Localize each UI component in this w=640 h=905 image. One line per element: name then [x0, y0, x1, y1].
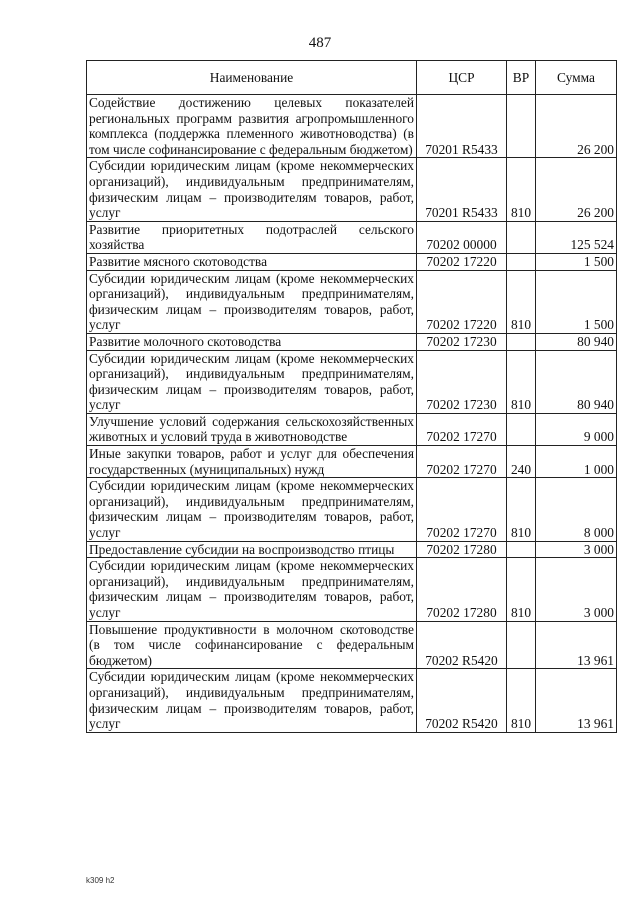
table-body [87, 95, 617, 733]
cell-vr [507, 333, 536, 350]
cell-vr [507, 541, 536, 558]
cell-sum: 1 000 [536, 446, 617, 478]
cell-sum: 26 200 [536, 158, 617, 221]
table-row [87, 478, 617, 541]
cell-name: Субсидии юридическим лицам (кроме некоммерческих организаций), индивидуальным предпринимателям, физическим лицам – производителям товаров, работ, услуг [87, 558, 417, 621]
footer-code: k309 h2 [86, 876, 115, 885]
cell-vr: 810 [507, 669, 536, 732]
cell-sum: 125 524 [536, 221, 617, 253]
cell-sum: 3 000 [536, 541, 617, 558]
cell-sum: 80 940 [536, 333, 617, 350]
cell-vr: 810 [507, 158, 536, 221]
cell-name: Предоставление субсидии на воспроизводство птицы [87, 541, 417, 558]
header-csr: ЦСР [417, 61, 507, 95]
cell-sum: 1 500 [536, 253, 617, 270]
cell-name: Субсидии юридическим лицам (кроме некоммерческих организаций), индивидуальным предпринимателям, физическим лицам – производителям товаров, работ, услуг [87, 669, 417, 732]
cell-csr: 70202 00000 [417, 221, 507, 253]
cell-csr: 70202 17220 [417, 270, 507, 333]
cell-sum: 26 200 [536, 95, 617, 158]
table-row [87, 253, 617, 270]
cell-vr: 810 [507, 270, 536, 333]
cell-csr: 70202 17280 [417, 558, 507, 621]
cell-sum: 9 000 [536, 413, 617, 445]
cell-name: Субсидии юридическим лицам (кроме некоммерческих организаций), индивидуальным предпринимателям, физическим лицам – производителям товаров, работ, услуг [87, 350, 417, 413]
cell-sum: 8 000 [536, 478, 617, 541]
cell-vr: 810 [507, 478, 536, 541]
cell-csr: 70202 17270 [417, 478, 507, 541]
cell-name: Повышение продуктивности в молочном скотоводстве (в том числе софинансирование с федеральным бюджетом) [87, 621, 417, 669]
cell-csr: 70202 R5420 [417, 621, 507, 669]
table-row [87, 621, 617, 669]
cell-vr [507, 253, 536, 270]
cell-sum: 1 500 [536, 270, 617, 333]
cell-sum: 13 961 [536, 669, 617, 732]
cell-csr: 70201 R5433 [417, 95, 507, 158]
table-row [87, 158, 617, 221]
cell-name: Улучшение условий содержания сельскохозяйственных животных и условий труда в животноводстве [87, 413, 417, 445]
cell-name: Иные закупки товаров, работ и услуг для обеспечения государственных (муниципальных) нужд [87, 446, 417, 478]
cell-name: Субсидии юридическим лицам (кроме некоммерческих организаций), индивидуальным предпринимателям, физическим лицам – производителям товаров, работ, услуг [87, 478, 417, 541]
cell-vr [507, 621, 536, 669]
cell-csr: 70202 17220 [417, 253, 507, 270]
cell-name: Содействие достижению целевых показателей региональных программ развития агропромышленного комплекса (поддержка племенного животноводства) (в том числе софинансирование с федеральным бюджетом) [87, 95, 417, 158]
cell-name: Субсидии юридическим лицам (кроме некоммерческих организаций), индивидуальным предпринимателям, физическим лицам – производителям товаров, работ, услуг [87, 158, 417, 221]
cell-csr: 70202 R5420 [417, 669, 507, 732]
cell-csr: 70202 17270 [417, 413, 507, 445]
cell-vr: 240 [507, 446, 536, 478]
table-row [87, 270, 617, 333]
cell-name: Субсидии юридическим лицам (кроме некоммерческих организаций), индивидуальным предпринимателям, физическим лицам – производителям товаров, работ, услуг [87, 270, 417, 333]
cell-sum: 3 000 [536, 558, 617, 621]
cell-sum: 80 940 [536, 350, 617, 413]
cell-csr: 70202 17230 [417, 333, 507, 350]
table-header-row [87, 61, 617, 95]
table-row [87, 669, 617, 732]
cell-csr: 70202 17280 [417, 541, 507, 558]
table-row [87, 558, 617, 621]
cell-vr: 810 [507, 350, 536, 413]
table-row [87, 333, 617, 350]
table-row [87, 95, 617, 158]
cell-name: Развитие молочного скотоводства [87, 333, 417, 350]
budget-table [86, 60, 617, 733]
cell-sum: 13 961 [536, 621, 617, 669]
cell-csr: 70201 R5433 [417, 158, 507, 221]
table-row [87, 413, 617, 445]
page-number: 487 [308, 35, 332, 51]
header-vr: ВР [507, 61, 536, 95]
cell-csr: 70202 17270 [417, 446, 507, 478]
cell-name: Развитие приоритетных подотраслей сельского хозяйства [87, 221, 417, 253]
table-row [87, 446, 617, 478]
cell-csr: 70202 17230 [417, 350, 507, 413]
table-row [87, 350, 617, 413]
table-row [87, 221, 617, 253]
cell-vr [507, 95, 536, 158]
header-sum: Сумма [536, 61, 617, 95]
table-row [87, 541, 617, 558]
cell-name: Развитие мясного скотоводства [87, 253, 417, 270]
cell-vr [507, 413, 536, 445]
cell-vr [507, 221, 536, 253]
header-name: Наименование [87, 61, 417, 95]
cell-vr: 810 [507, 558, 536, 621]
